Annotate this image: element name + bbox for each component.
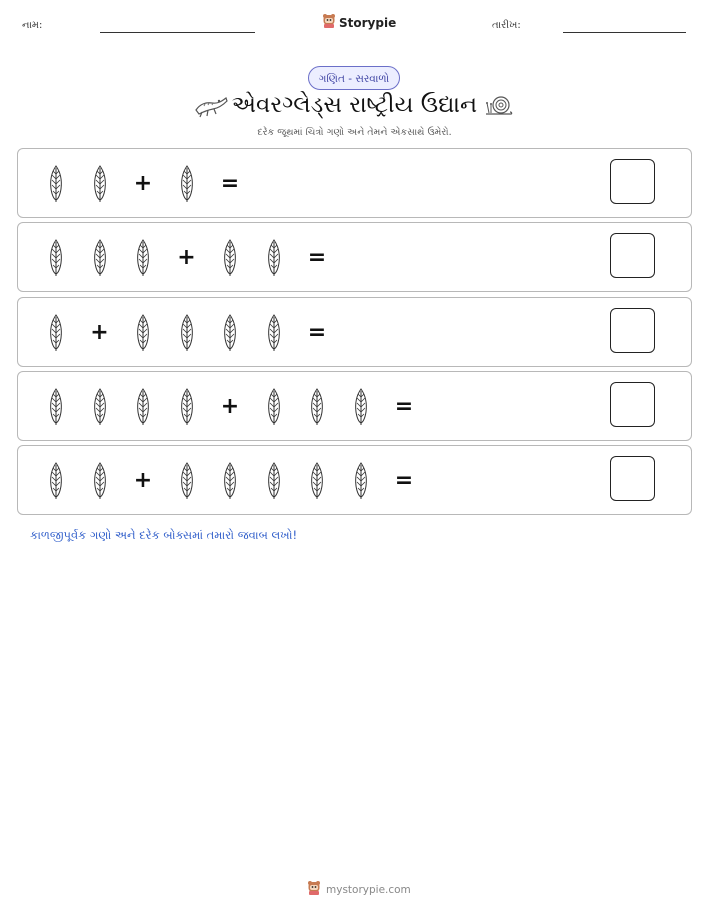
worksheet-title: એવરગ્લેડ્સ રાષ્ટ્રીય ઉદ્યાન	[231, 92, 478, 118]
instructions: દરેક જૂથમાં ચિત્રો ગણો અને તેમને એકસાથે ઉમેરો.	[257, 127, 452, 138]
leaf-icon	[179, 372, 195, 442]
answer-box[interactable]	[610, 159, 655, 204]
problem-row	[17, 445, 692, 515]
problem-row	[17, 222, 692, 292]
plus-sign: +	[177, 245, 196, 271]
subject-tag: ગણિત - સરવાળો	[308, 66, 400, 90]
leaf-icon	[222, 446, 238, 516]
brand-logo	[322, 13, 396, 33]
leaf-icon	[266, 372, 282, 442]
leaf-icon	[48, 372, 64, 442]
equals-sign: =	[307, 319, 327, 345]
leaf-icon	[353, 372, 369, 442]
name-label: નામ:	[22, 20, 43, 31]
leaf-icon	[135, 223, 151, 293]
leaf-icon	[222, 223, 238, 293]
plus-sign: +	[133, 171, 153, 196]
name-line	[100, 32, 255, 33]
leaf-icon	[222, 298, 238, 368]
leaf-icon	[179, 298, 195, 368]
snail-icon	[484, 93, 514, 121]
answer-box[interactable]	[610, 233, 655, 278]
leaf-icon	[266, 298, 282, 368]
equals-sign: =	[307, 245, 327, 271]
leaf-icon	[48, 298, 64, 368]
leaf-icon	[92, 372, 108, 442]
equals-sign: =	[394, 468, 414, 494]
answer-box[interactable]	[610, 456, 655, 501]
problem-row	[17, 371, 692, 441]
leaf-icon	[353, 446, 369, 516]
date-line	[563, 32, 686, 33]
leaf-icon	[309, 372, 325, 442]
leaf-icon	[48, 446, 64, 516]
date-label: તારીખ:	[492, 20, 521, 31]
brand-name: Storypie	[339, 16, 397, 30]
leaf-icon	[179, 446, 195, 516]
leaf-icon	[92, 446, 108, 516]
site-url: mystorypie.com	[326, 883, 411, 896]
leaf-icon	[48, 149, 64, 219]
leaf-icon	[92, 149, 108, 219]
site-footer	[307, 880, 411, 899]
leaf-icon	[92, 223, 108, 293]
plus-sign: +	[220, 393, 240, 419]
answer-box[interactable]	[610, 308, 655, 353]
plus-sign: +	[133, 468, 153, 494]
equals-sign: =	[220, 171, 240, 196]
problem-row	[17, 297, 692, 367]
leaf-icon	[266, 446, 282, 516]
equals-sign: =	[394, 393, 414, 419]
storypie-bear-icon	[307, 880, 321, 899]
plus-sign: +	[90, 319, 109, 345]
leaf-icon	[135, 298, 151, 368]
leaf-icon	[309, 446, 325, 516]
leaf-icon	[179, 149, 195, 219]
problem-row	[17, 148, 692, 218]
leaf-icon	[48, 223, 64, 293]
leaf-icon	[135, 372, 151, 442]
answer-box[interactable]	[610, 382, 655, 427]
footer-note: કાળજીપૂર્વક ગણો અને દરેક બોક્સમાં તમારો જવાબ લખો!	[30, 528, 298, 542]
storypie-bear-icon	[322, 13, 336, 33]
leaf-icon	[266, 223, 282, 293]
